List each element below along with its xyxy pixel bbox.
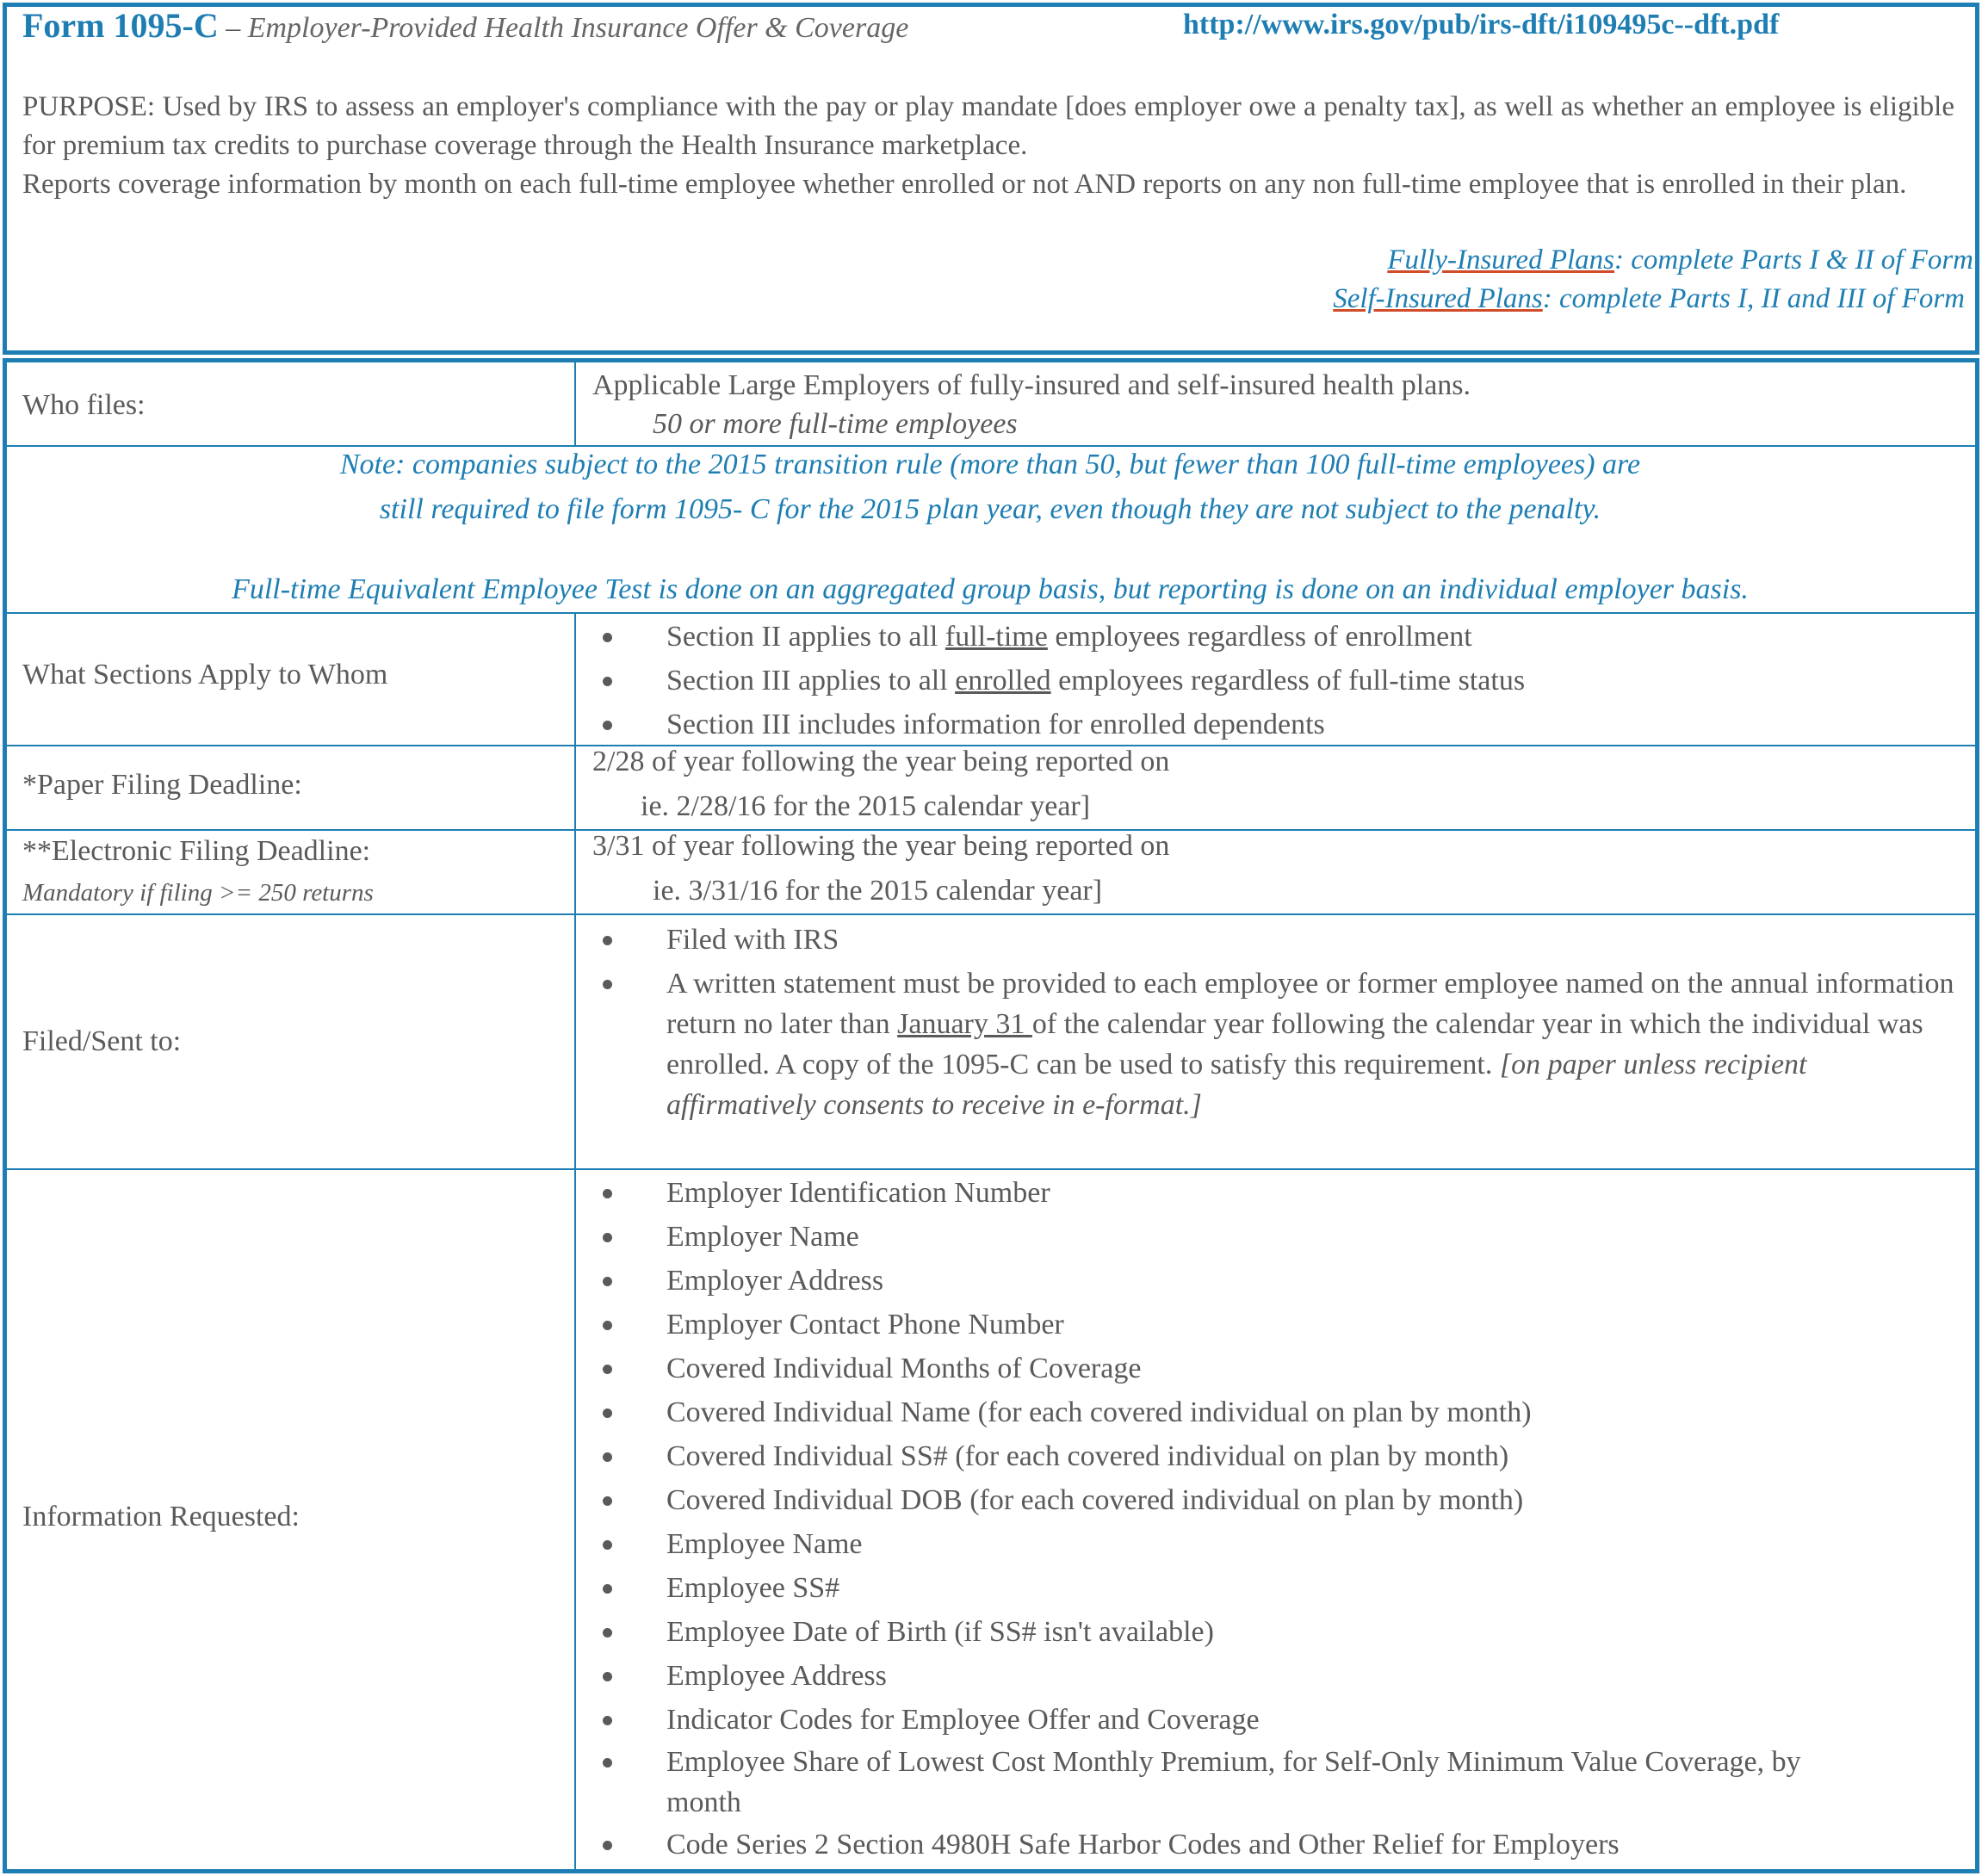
section-2-underline: full-time [945, 621, 1048, 653]
form-subtitle: Employer-Provided Health Insurance Offer & Coverage [247, 12, 909, 44]
section-3-post: employees regardless of full-time status [1050, 665, 1526, 697]
self-insured-label: Self-Insured Plans [1333, 283, 1543, 314]
self-insured-line [1333, 280, 1965, 319]
electronic-deadline-line-2: ie. 3/31/16 for the 2015 calendar year] [653, 875, 1103, 907]
fully-insured-label: Fully-Insured Plans [1387, 245, 1614, 276]
information-requested-list [603, 1171, 1872, 1867]
list-item: Covered Individual Name (for each covered individual on plan by month) [603, 1390, 1872, 1434]
electronic-deadline-sublabel: Mandatory if filing >= 250 returns [22, 879, 374, 907]
list-item: Filed with IRS [603, 919, 1963, 960]
section-3-underline: enrolled [955, 665, 1051, 697]
transition-note-line-2: still required to file form 1095- C for the 2015 plan year, even though they are not subject to the penalty. [379, 493, 1601, 525]
column-divider [574, 362, 576, 445]
who-files-line-1: Applicable Large Employers of fully-insured and self-insured health plans. [592, 369, 1471, 401]
list-item: Indicator Codes for Employee Offer and Coverage [603, 1698, 1872, 1742]
list-item: Employer Address [603, 1259, 1872, 1303]
electronic-deadline-label: **Electronic Filing Deadline: [22, 835, 371, 867]
list-item: Code Series 2 Section 4980H Safe Harbor Codes and Other Relief for Employers [603, 1823, 1872, 1867]
row-divider [7, 612, 1975, 614]
list-item [603, 659, 1525, 703]
list-item: Employee Name [603, 1522, 1872, 1566]
list-item: Employee SS# [603, 1566, 1872, 1610]
list-item: Covered Individual Months of Coverage [603, 1347, 1872, 1390]
page-title [22, 5, 908, 46]
list-item: Employee Date of Birth (if SS# isn't available) [603, 1610, 1872, 1654]
statement-pre: A written statement must be provided to each employee or former employee named on the annual information return no later than [666, 968, 1954, 1040]
section-2-post: employees regardless of enrollment [1047, 621, 1472, 653]
statement-post: of the calendar year following the calendar year in which the individual was enrolled. A copy of the 1095-C can be used to satisfy this requirement. [666, 1008, 1923, 1080]
transition-note-line-1: Note: companies subject to the 2015 transition rule (more than 50, but fewer than 100 full-time employees) are [339, 449, 1641, 480]
filed-sent-label: Filed/Sent to: [22, 1025, 182, 1057]
self-insured-text: : complete Parts I, II and III of Form [1542, 283, 1965, 314]
purpose-line-1: PURPOSE: Used by IRS to assess an employer's compliance with the pay or play mandate [does employer owe a penalty tax], as well as whether an employee is eligible for premium tax credits to purchase coverage through the Health Insurance marketplace. [22, 91, 1954, 161]
list-item: Employer Identification Number [603, 1171, 1872, 1215]
column-divider [574, 612, 576, 1869]
fully-insured-text: : complete Parts I & II of Form [1614, 245, 1973, 276]
electronic-deadline-line-1: 3/31 of year following the year being reported on [592, 830, 1170, 862]
list-item: Covered Individual SS# (for each covered individual on plan by month) [603, 1434, 1872, 1478]
list-item [603, 615, 1525, 659]
filed-list [603, 919, 1963, 1125]
who-files-label: Who files: [22, 389, 146, 421]
purpose-text [22, 88, 1954, 204]
list-item: Covered Individual DOB (for each covered individual on plan by month) [603, 1478, 1872, 1522]
irs-url-link[interactable]: http://www.irs.gov/pub/irs-dft/i109495c--dft.pdf [1183, 9, 1780, 40]
fte-test-note: Full-time Equivalent Employee Test is done on an aggregated group basis, but reporting is done on an individual employer basis. [232, 573, 1749, 605]
who-files-line-2: 50 or more full-time employees [653, 408, 1018, 440]
section-2-pre: Section II applies to all [666, 621, 945, 653]
list-item: Employee Address [603, 1654, 1872, 1698]
row-divider [7, 913, 1975, 915]
sections-list [603, 615, 1525, 746]
list-item: Section III includes information for enrolled dependents [603, 703, 1525, 746]
section-3-pre: Section III applies to all [666, 665, 956, 697]
plans-requirements [1333, 241, 1973, 319]
row-divider [7, 445, 1975, 447]
sections-label: What Sections Apply to Whom [22, 659, 388, 690]
paper-deadline-line-2: ie. 2/28/16 for the 2015 calendar year] [641, 790, 1091, 822]
title-dash: – [218, 12, 248, 44]
fully-insured-line [1333, 241, 1973, 280]
statement-deadline: January 31 [897, 1008, 1032, 1040]
paper-deadline-label: *Paper Filing Deadline: [22, 769, 302, 801]
information-requested-label: Information Requested: [22, 1501, 300, 1532]
list-item [603, 963, 1963, 1125]
list-item: Employee Share of Lowest Cost Monthly Premium, for Self-Only Minimum Value Coverage, by month [603, 1742, 1872, 1823]
purpose-line-2: Reports coverage information by month on each full-time employee whether enrolled or not AND reports on any non full-time employee that is enrolled in their plan. [22, 169, 1907, 200]
paper-deadline-line-1: 2/28 of year following the year being reported on [592, 746, 1170, 777]
list-item: Employer Contact Phone Number [603, 1303, 1872, 1347]
form-name: Form 1095-C [22, 6, 219, 45]
row-divider [7, 1168, 1975, 1170]
statement-note: [on paper unless recipient affirmatively consents to receive in e-format.] [666, 1049, 1807, 1121]
list-item: Employer Name [603, 1215, 1872, 1259]
